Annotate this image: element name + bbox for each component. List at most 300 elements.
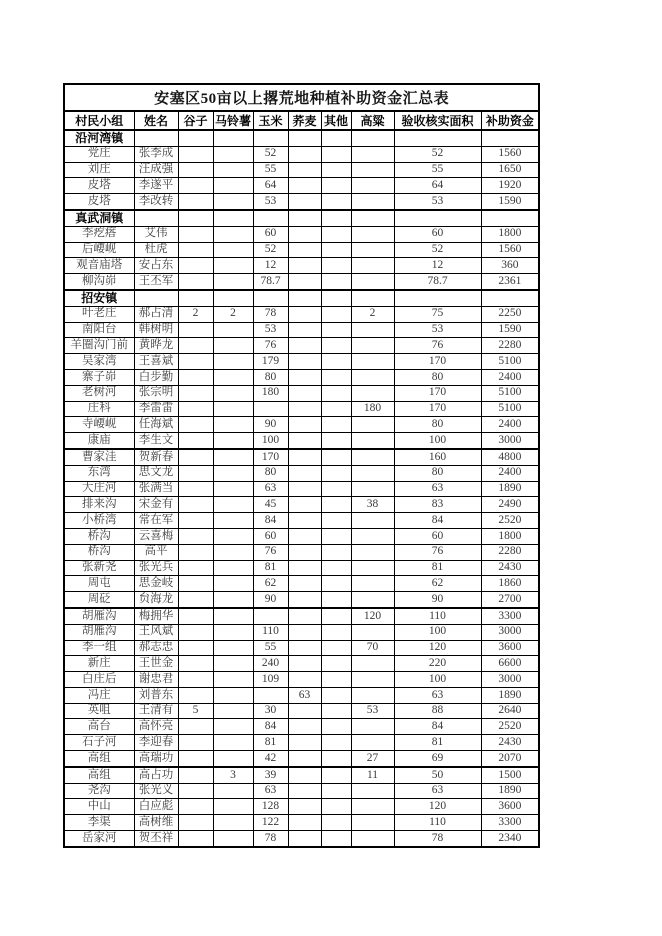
table-cell [213,560,253,576]
table-cell: 叶老庄 [64,306,134,322]
table-cell: 2 [178,306,213,322]
table-cell: 高平 [134,544,178,560]
table-cell: 78 [394,831,481,847]
table-cell: 60 [253,528,288,544]
table-cell [351,656,394,672]
table-cell: 110 [253,624,288,640]
table-cell [288,783,321,799]
table-row [64,544,539,560]
table-cell [213,719,253,735]
table-cell: 100 [253,433,288,449]
table-cell: 90 [253,592,288,608]
column-header: 村民小组 [64,111,134,130]
table-cell: 新庄 [64,656,134,672]
table-cell: 100 [394,672,481,688]
table-cell [178,783,213,799]
table-cell [321,401,351,417]
table-cell: 羊圈沟门前 [64,338,134,354]
table-cell [213,274,253,290]
table-cell: 中山 [64,799,134,815]
table-cell [213,783,253,799]
table-row [64,735,539,751]
table-cell: 张光兵 [134,560,178,576]
column-header: 补助资金 [481,111,539,130]
table-cell: 康庙 [64,433,134,449]
table-cell [288,385,321,401]
table-cell [321,751,351,767]
table-cell [321,719,351,735]
table-cell [178,210,213,226]
table-row [64,322,539,338]
table-cell: 周屯 [64,576,134,592]
table-cell [213,640,253,656]
table-cell [351,672,394,688]
table-cell [288,513,321,529]
table-cell: 80 [394,369,481,385]
table-cell: 3 [213,767,253,783]
table-cell [351,130,394,146]
table-cell: 李一组 [64,640,134,656]
table-cell [213,799,253,815]
table-row [64,258,539,274]
table-cell: 张宗明 [134,385,178,401]
table-cell [351,354,394,370]
table-cell [288,576,321,592]
table-cell [321,592,351,608]
table-cell: 88 [394,703,481,719]
table-cell [213,735,253,751]
header-row [64,111,539,130]
table-cell [351,417,394,433]
table-cell: 排来沟 [64,497,134,513]
table-cell: 1500 [481,767,539,783]
table-cell [288,354,321,370]
table-cell [351,687,394,703]
table-cell [178,528,213,544]
table-cell [351,799,394,815]
table-cell [288,815,321,831]
table-cell: 黄晔龙 [134,338,178,354]
table-cell [213,672,253,688]
table-cell: 3000 [481,672,539,688]
table-cell: 122 [253,815,288,831]
table-cell [288,465,321,481]
table-cell [351,258,394,274]
table-cell: 76 [253,544,288,560]
table-cell [321,831,351,847]
table-cell [321,481,351,497]
table-cell [321,194,351,210]
table-cell: 53 [394,194,481,210]
table-cell: 110 [394,815,481,831]
table-cell [288,210,321,226]
table-cell [213,385,253,401]
table-cell [178,449,213,465]
table-cell: 109 [253,672,288,688]
table-cell: 李疙瘩 [64,226,134,242]
table-cell [351,815,394,831]
table-cell [178,624,213,640]
table-cell [213,703,253,719]
table-cell: 3300 [481,608,539,624]
table-cell [178,592,213,608]
table-cell [213,369,253,385]
table-row [64,592,539,608]
table-cell: 安占东 [134,258,178,274]
table-cell: 42 [253,751,288,767]
table-cell [321,465,351,481]
table-cell: 170 [394,401,481,417]
table-cell: 55 [253,640,288,656]
table-cell [321,338,351,354]
table-cell [178,465,213,481]
table-cell [351,226,394,242]
table-cell [351,433,394,449]
table-cell [288,130,321,146]
table-cell [288,401,321,417]
table-cell: 2520 [481,719,539,735]
table-cell [178,513,213,529]
table-cell: 汪成强 [134,162,178,178]
table-cell: 110 [394,608,481,624]
table-cell [321,290,351,306]
table-cell [351,369,394,385]
table-cell: 胡雁沟 [64,608,134,624]
table-cell [253,290,288,306]
table-cell: 160 [394,449,481,465]
table-row [64,417,539,433]
table-cell [213,544,253,560]
table-cell: 1920 [481,178,539,194]
table-cell [213,162,253,178]
table-cell: 2400 [481,465,539,481]
table-cell [321,417,351,433]
table-row [64,672,539,688]
table-cell: 64 [394,178,481,194]
table-cell: 小桥湾 [64,513,134,529]
table-cell: 4800 [481,449,539,465]
table-cell [178,401,213,417]
table-cell: 52 [394,146,481,162]
table-cell [351,481,394,497]
table-cell: 东湾 [64,465,134,481]
table-cell [321,767,351,783]
table-cell: 曹家洼 [64,449,134,465]
table-cell [178,687,213,703]
table-cell [351,465,394,481]
table-row [64,369,539,385]
table-cell: 王世金 [134,656,178,672]
table-cell: 2340 [481,831,539,847]
table-cell [321,656,351,672]
table-cell [178,178,213,194]
table-cell: 1560 [481,242,539,258]
table-row [64,751,539,767]
table-cell: 宋金有 [134,497,178,513]
table-cell [288,162,321,178]
table-cell [321,799,351,815]
table-cell: 2430 [481,735,539,751]
table-cell: 皮塔 [64,178,134,194]
table-row [64,449,539,465]
table-cell: 60 [394,226,481,242]
table-cell [288,735,321,751]
table-cell [351,162,394,178]
table-cell [321,178,351,194]
table-cell [288,624,321,640]
table-cell: 180 [253,385,288,401]
table-cell [321,640,351,656]
table-cell [288,528,321,544]
table-cell [288,338,321,354]
table-cell [288,146,321,162]
table-cell: 2490 [481,497,539,513]
table-cell: 220 [394,656,481,672]
table-cell [213,528,253,544]
table-cell: 170 [394,385,481,401]
table-cell [288,449,321,465]
table-cell [351,783,394,799]
table-cell [321,162,351,178]
table-cell: 1860 [481,576,539,592]
table-cell [321,576,351,592]
table-cell: 2280 [481,544,539,560]
table-cell [178,385,213,401]
table-cell: 张新尧 [64,560,134,576]
table-cell: 80 [394,465,481,481]
table-cell: 62 [253,576,288,592]
table-cell [178,560,213,576]
table-cell: 80 [394,417,481,433]
table-cell: 尧沟 [64,783,134,799]
table-cell [394,290,481,306]
table-cell [351,178,394,194]
table-cell [213,831,253,847]
table-cell [394,210,481,226]
table-cell [351,338,394,354]
table-cell: 100 [394,433,481,449]
table-cell: 吴家湾 [64,354,134,370]
table-cell: 1890 [481,687,539,703]
table-cell [178,799,213,815]
table-cell [178,481,213,497]
table-cell [213,465,253,481]
table-cell [213,338,253,354]
table-row [64,576,539,592]
table-row [64,433,539,449]
table-cell: 后崾岘 [64,242,134,258]
table-cell: 胡雁沟 [64,624,134,640]
table-cell [481,290,539,306]
table-cell: 观音庙塔 [64,258,134,274]
table-cell: 83 [394,497,481,513]
table-cell: 李生文 [134,433,178,449]
table-cell [321,815,351,831]
table-cell: 2 [213,306,253,322]
table-cell [213,417,253,433]
table-cell: 刘庄 [64,162,134,178]
table-row [64,560,539,576]
column-header: 谷子 [178,111,213,130]
table-cell: 55 [253,162,288,178]
table-row [64,799,539,815]
table-cell [321,703,351,719]
table-cell [351,385,394,401]
table-cell: 2640 [481,703,539,719]
table-row [64,831,539,847]
table-cell [134,290,178,306]
table-cell [481,210,539,226]
table-cell: 王风斌 [134,624,178,640]
table-cell: 84 [253,513,288,529]
table-cell [288,672,321,688]
table-cell [321,210,351,226]
table-row [64,162,539,178]
table-cell [288,306,321,322]
table-cell: 高树维 [134,815,178,831]
table-cell [178,815,213,831]
table-cell [288,544,321,560]
table-cell: 53 [253,194,288,210]
section-row [64,290,539,306]
table-cell [288,226,321,242]
table-cell [178,656,213,672]
table-cell [288,656,321,672]
table-cell [178,640,213,656]
table-cell [321,354,351,370]
section-label: 真武洞镇 [64,210,134,226]
table-cell: 李渠 [64,815,134,831]
table-row [64,783,539,799]
table-cell [253,130,288,146]
table-cell: 360 [481,258,539,274]
table-cell: 78.7 [253,274,288,290]
table-cell [213,178,253,194]
table-cell [213,592,253,608]
table-cell [253,401,288,417]
table-cell [253,608,288,624]
table-cell [321,258,351,274]
table-cell: 60 [253,226,288,242]
table-cell [253,687,288,703]
table-cell: 张李成 [134,146,178,162]
table-cell [321,608,351,624]
table-cell [321,226,351,242]
table-cell [178,162,213,178]
table-cell [178,497,213,513]
table-cell: 1590 [481,194,539,210]
table-cell: 思文龙 [134,465,178,481]
table-cell: 180 [351,401,394,417]
table-cell: 郝占清 [134,306,178,322]
table-cell: 常在军 [134,513,178,529]
table-cell [321,560,351,576]
table-cell: 81 [394,735,481,751]
table-cell: 任海斌 [134,417,178,433]
table-row [64,146,539,162]
table-cell [321,146,351,162]
table-cell: 思金岐 [134,576,178,592]
table-cell: 高台 [64,719,134,735]
table-cell: 63 [253,481,288,497]
table-cell: 石子河 [64,735,134,751]
table-cell: 白应彪 [134,799,178,815]
table-cell [213,242,253,258]
table-cell [351,624,394,640]
table-row [64,497,539,513]
table-cell: 62 [394,576,481,592]
table-cell: 白庄后 [64,672,134,688]
table-cell: 1890 [481,481,539,497]
table-cell: 1800 [481,226,539,242]
table-cell: 53 [253,322,288,338]
table-row [64,306,539,322]
table-cell [321,544,351,560]
table-cell: 李改转 [134,194,178,210]
table-row [64,242,539,258]
table-cell [351,528,394,544]
column-header: 高粱 [351,111,394,130]
table-cell: 90 [253,417,288,433]
table-cell: 5100 [481,401,539,417]
table-cell: 76 [253,338,288,354]
table-cell: 刘普东 [134,687,178,703]
table-cell [178,194,213,210]
table-cell [288,242,321,258]
table-cell: 100 [394,624,481,640]
table-cell [178,338,213,354]
table-cell: 郝志忠 [134,640,178,656]
table-row [64,226,539,242]
table-row [64,719,539,735]
table-cell: 桥沟 [64,528,134,544]
table-cell [321,242,351,258]
table-cell [351,449,394,465]
column-header: 马铃薯 [213,111,253,130]
table-cell: 王喜斌 [134,354,178,370]
table-cell: 张光义 [134,783,178,799]
table-cell [351,719,394,735]
table-cell [134,210,178,226]
table-cell: 李遂平 [134,178,178,194]
table-cell: 128 [253,799,288,815]
table-cell: 12 [394,258,481,274]
table-title: 安塞区50亩以上撂荒地种植补助资金汇总表 [64,84,539,111]
table-cell [178,672,213,688]
table-row [64,274,539,290]
table-cell [351,194,394,210]
column-header: 其他 [321,111,351,130]
table-cell: 80 [253,369,288,385]
table-cell: 5100 [481,385,539,401]
table-cell: 11 [351,767,394,783]
table-row [64,703,539,719]
table-cell [321,783,351,799]
table-cell [178,576,213,592]
table-cell: 寺崾岘 [64,417,134,433]
table-cell: 45 [253,497,288,513]
table-cell: 120 [394,799,481,815]
table-cell [288,258,321,274]
table-cell [288,497,321,513]
table-cell: 75 [394,306,481,322]
table-cell: 2700 [481,592,539,608]
table-row [64,401,539,417]
table-cell [351,560,394,576]
table-cell: 党庄 [64,146,134,162]
table-cell: 3000 [481,433,539,449]
table-cell [288,767,321,783]
